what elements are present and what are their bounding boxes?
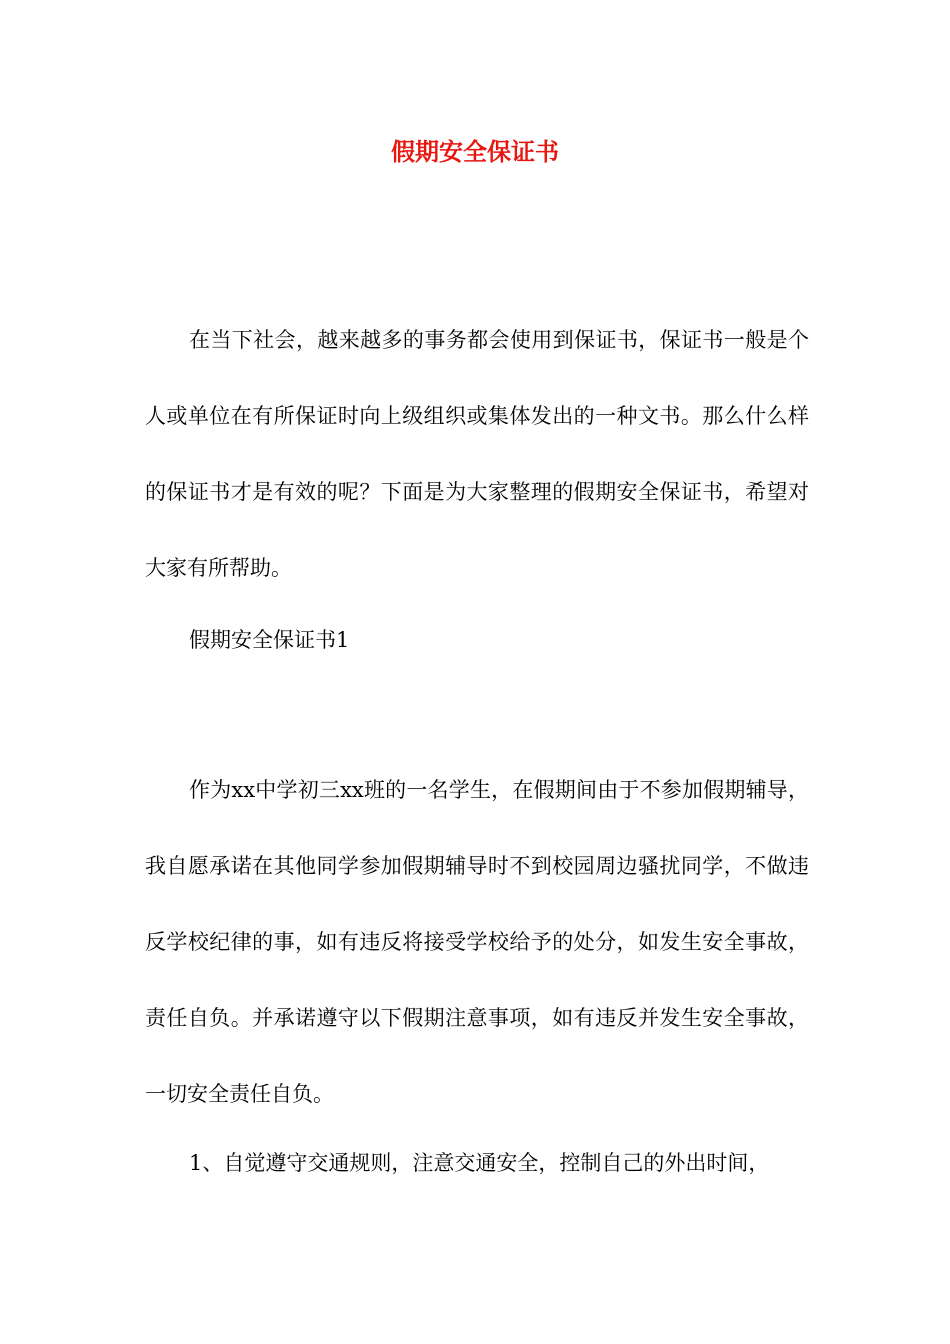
section-heading: 假期安全保证书1 <box>189 628 350 652</box>
intro-paragraph: 在当下社会，越来越多的事务都会使用到保证书，保证书一般是个人或单位在有所保证时向上级组织或集体发出的一种文书。那么什么样的保证书才是有效的呢？下面是为大家整理的假期安全保证书，希望对大家有所帮助。 <box>145 328 809 580</box>
document-title: 假期安全保证书 <box>391 137 559 166</box>
pledge-paragraph: 作为xx中学初三xx班的一名学生，在假期间由于不参加假期辅导，我自愿承诺在其他同学参加假期辅导时不到校园周边骚扰同学，不做违反学校纪律的事，如有违反将接受学校给予的处分，如发生安全事故，责任自负。并承诺遵守以下假期注意事项，如有违反并发生安全事故，一切安全责任自负。 <box>145 778 809 1106</box>
list-item-1: 1、自觉遵守交通规则，注意交通安全，控制自己的外出时间， <box>189 1151 770 1175</box>
